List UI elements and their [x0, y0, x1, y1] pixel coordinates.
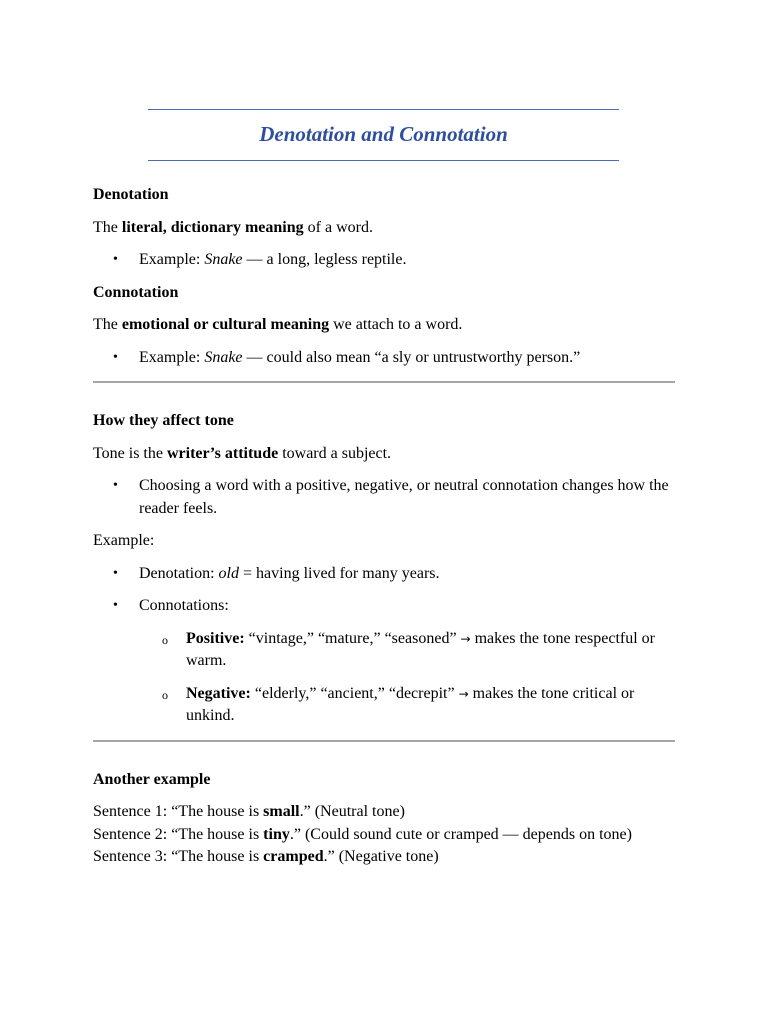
negative-label: Negative: — [186, 684, 251, 702]
denotation-ex-word: Snake — [204, 251, 243, 268]
connotation-def-post: we attach to a word. — [329, 316, 463, 333]
positive-item — [139, 628, 675, 673]
sentence-3-bold: cramped — [263, 848, 324, 865]
tone-def-post: toward a subject. — [278, 444, 392, 462]
sentence-3 — [93, 846, 675, 869]
positive-label: Positive: — [186, 629, 245, 647]
connotation-def-pre: The — [93, 316, 122, 333]
tone-example-label: Example: — [93, 532, 155, 549]
denotation-example — [93, 249, 675, 272]
connotation-ex-pre: Example: — [139, 348, 205, 366]
document-body — [93, 184, 675, 869]
connotation-def-bold: emotional or cultural meaning — [121, 316, 330, 333]
sentence-2 — [93, 824, 675, 847]
denotation-ex-post: — a long, legless reptile. — [242, 251, 407, 268]
tone-deno-word: old — [218, 564, 239, 582]
section-divider — [93, 740, 675, 742]
connotation-heading: Connotation — [93, 283, 179, 301]
tone-deno-pre: Denotation: — [139, 564, 219, 582]
negative-words: “elderly,” “ancient,” “decrepit” — [250, 684, 459, 702]
title-block — [148, 109, 619, 161]
denotation-list — [93, 249, 675, 272]
sentence-2-pre: Sentence 2: “The house is — [93, 825, 264, 843]
sentence-1-bold: small — [263, 803, 300, 820]
connotation-ex-word: Snake — [204, 348, 243, 366]
tone-def-pre: Tone is the — [93, 444, 167, 462]
positive-words: “vintage,” “mature,” “seasoned” — [244, 629, 461, 647]
connotation-example — [93, 347, 675, 370]
sentence-3-pre: Sentence 3: “The house is — [93, 848, 264, 865]
negative-result: makes the tone critical or unkind. — [186, 684, 635, 724]
denotation-def-bold: literal, dictionary meaning — [121, 218, 304, 236]
connotation-section — [93, 282, 675, 370]
denotation-section — [93, 184, 675, 272]
connotation-list — [93, 347, 675, 370]
connotation-ex-post: — could also mean “a sly or untrustworthy person.” — [242, 348, 581, 366]
section-divider — [93, 381, 675, 383]
another-example-heading: Another example — [93, 770, 211, 788]
title-bottom-rule — [148, 160, 619, 161]
tone-connotations-item — [93, 595, 675, 728]
denotation-ex-pre: Example: — [139, 251, 205, 268]
tone-heading: How they affect tone — [93, 412, 234, 429]
sentence-2-bold: tiny — [263, 825, 290, 843]
tone-conno-label: Connotations: — [139, 597, 229, 614]
another-example-section — [93, 769, 675, 869]
sentence-2-post: .” (Could sound cute or cramped — depends on tone) — [289, 825, 632, 843]
tone-bullet: • Choosing a word with a positive, negative, or neutral connotation changes how the reader feels. — [93, 475, 675, 520]
negative-item — [139, 683, 675, 728]
page-title: Denotation and Connotation — [259, 122, 508, 146]
tone-deno-post: = having lived for many years. — [239, 564, 440, 582]
tone-definition — [93, 443, 675, 466]
sentence-1-pre: Sentence 1: “The house is — [93, 803, 264, 820]
sentence-3-post: .” (Negative tone) — [323, 848, 439, 865]
tone-example-list — [93, 563, 675, 728]
denotation-heading: Denotation — [93, 186, 169, 203]
denotation-definition — [93, 217, 675, 240]
tone-denotation-item — [93, 563, 675, 586]
connotations-sublist — [139, 628, 675, 728]
tone-def-bold: writer’s attitude — [166, 444, 279, 462]
denotation-def-pre: The — [93, 218, 122, 236]
connotation-definition — [93, 314, 675, 337]
arrow-icon: → — [460, 631, 471, 646]
tone-list — [93, 475, 675, 520]
tone-section — [93, 410, 675, 728]
positive-result: makes the tone respectful or warm. — [186, 629, 655, 669]
sentence-1 — [93, 801, 675, 824]
sentence-list — [93, 801, 675, 869]
sentence-1-post: .” (Neutral tone) — [299, 803, 405, 820]
arrow-icon: → — [458, 686, 469, 701]
denotation-def-post: of a word. — [303, 218, 373, 236]
